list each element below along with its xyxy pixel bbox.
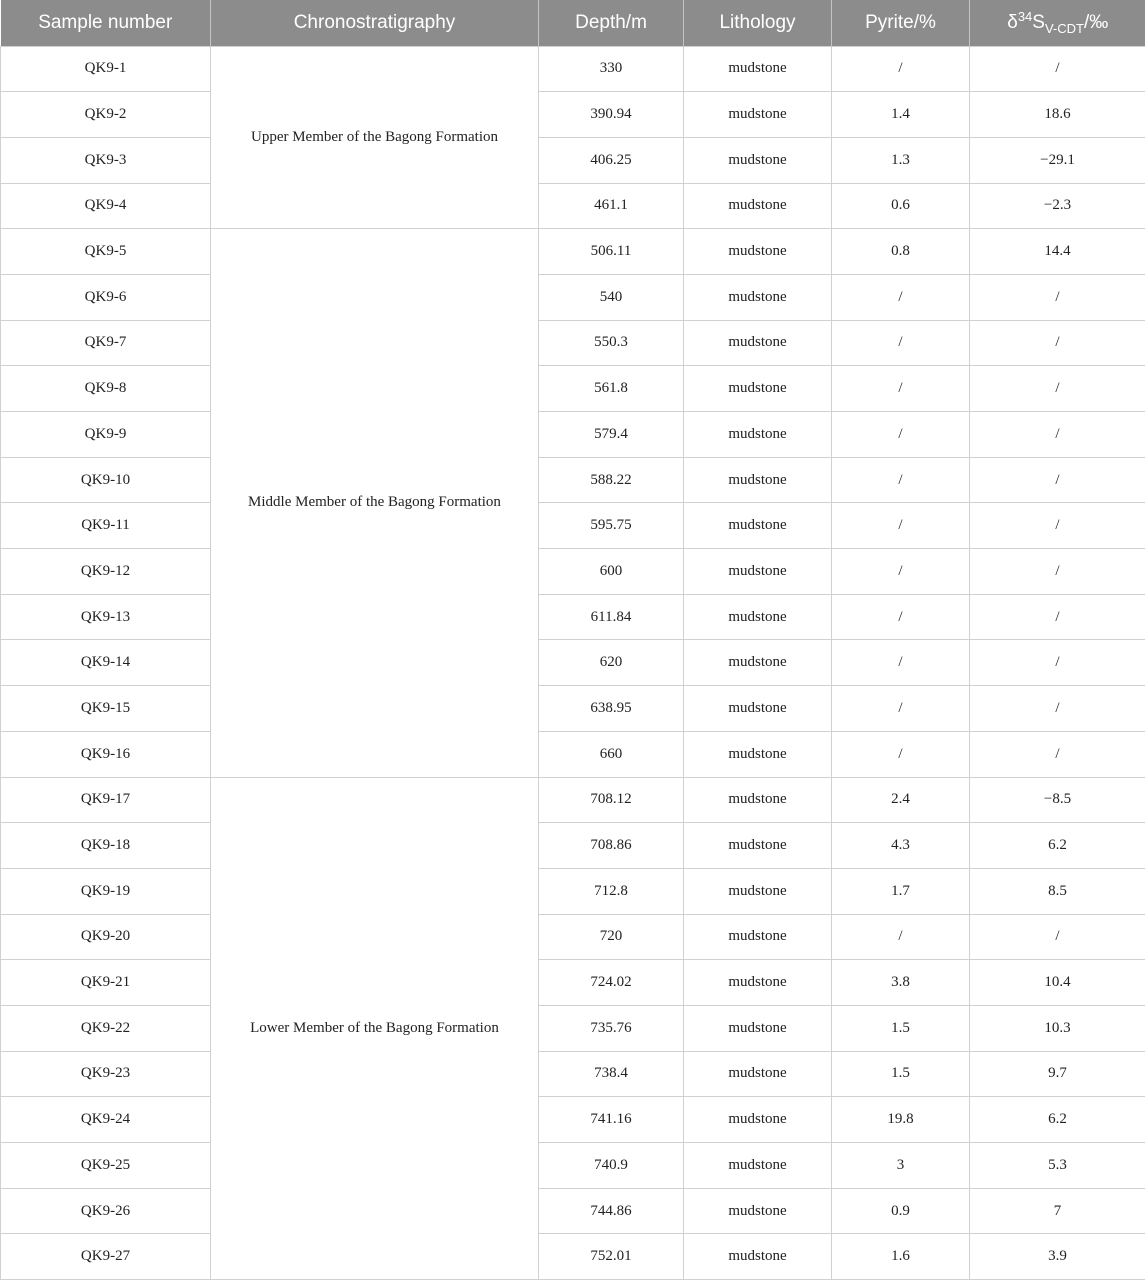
cell-delta34s: / [970, 686, 1145, 732]
cell-lithology: mudstone [684, 823, 832, 869]
cell-delta34s: / [970, 549, 1145, 595]
cell-pyrite: 0.6 [832, 183, 970, 229]
table-row [1, 274, 1145, 320]
cell-delta34s: 10.3 [970, 1005, 1145, 1051]
header-sample-number: Sample number [1, 0, 211, 46]
header-delta-suffix: /‰ [1083, 11, 1109, 33]
cell-depth: 540 [539, 274, 684, 320]
cell-delta34s: / [970, 46, 1145, 92]
cell-delta34s: −29.1 [970, 137, 1145, 183]
header-lithology: Lithology [684, 0, 832, 46]
cell-sample-number: QK9-9 [1, 412, 211, 458]
header-delta-subscript: V-CDT [1044, 20, 1084, 36]
table-body [1, 46, 1145, 1280]
table-row [1, 960, 1145, 1006]
table-row [1, 823, 1145, 869]
cell-lithology: mudstone [684, 1005, 832, 1051]
cell-lithology: mudstone [684, 320, 832, 366]
table-row [1, 183, 1145, 229]
cell-lithology: mudstone [684, 640, 832, 686]
cell-depth: 638.95 [539, 686, 684, 732]
cell-sample-number: QK9-26 [1, 1188, 211, 1234]
table-row [1, 594, 1145, 640]
table-row [1, 412, 1145, 458]
cell-delta34s: 6.2 [970, 1097, 1145, 1143]
cell-lithology: mudstone [684, 914, 832, 960]
cell-lithology: mudstone [684, 549, 832, 595]
table-row [1, 640, 1145, 686]
cell-pyrite: / [832, 549, 970, 595]
cell-pyrite: / [832, 320, 970, 366]
cell-depth: 406.25 [539, 137, 684, 183]
cell-lithology: mudstone [684, 46, 832, 92]
cell-depth: 735.76 [539, 1005, 684, 1051]
cell-sample-number: QK9-16 [1, 731, 211, 777]
cell-lithology: mudstone [684, 457, 832, 503]
cell-pyrite: 0.9 [832, 1188, 970, 1234]
cell-pyrite: 3 [832, 1143, 970, 1189]
table-row [1, 777, 1145, 823]
cell-sample-number: QK9-23 [1, 1051, 211, 1097]
cell-sample-number: QK9-4 [1, 183, 211, 229]
cell-lithology: mudstone [684, 229, 832, 275]
cell-sample-number: QK9-14 [1, 640, 211, 686]
cell-lithology: mudstone [684, 412, 832, 458]
cell-depth: 595.75 [539, 503, 684, 549]
cell-lithology: mudstone [684, 366, 832, 412]
cell-lithology: mudstone [684, 868, 832, 914]
cell-delta34s: 7 [970, 1188, 1145, 1234]
table-row [1, 229, 1145, 275]
cell-depth: 744.86 [539, 1188, 684, 1234]
cell-delta34s: / [970, 503, 1145, 549]
cell-lithology: mudstone [684, 137, 832, 183]
header-depth: Depth/m [539, 0, 684, 46]
cell-delta34s: 6.2 [970, 823, 1145, 869]
table-row [1, 320, 1145, 366]
cell-lithology: mudstone [684, 503, 832, 549]
table-row [1, 366, 1145, 412]
cell-chronostratigraphy: Lower Member of the Bagong Formation [211, 777, 539, 1280]
cell-depth: 660 [539, 731, 684, 777]
table-row [1, 92, 1145, 138]
cell-pyrite: / [832, 686, 970, 732]
cell-delta34s: / [970, 457, 1145, 503]
cell-delta34s: / [970, 594, 1145, 640]
cell-depth: 620 [539, 640, 684, 686]
cell-depth: 588.22 [539, 457, 684, 503]
cell-depth: 550.3 [539, 320, 684, 366]
cell-pyrite: 2.4 [832, 777, 970, 823]
table-row [1, 1051, 1145, 1097]
table-row [1, 686, 1145, 732]
cell-lithology: mudstone [684, 1143, 832, 1189]
cell-depth: 720 [539, 914, 684, 960]
cell-sample-number: QK9-17 [1, 777, 211, 823]
cell-pyrite: / [832, 731, 970, 777]
cell-lithology: mudstone [684, 1097, 832, 1143]
cell-lithology: mudstone [684, 274, 832, 320]
cell-sample-number: QK9-19 [1, 868, 211, 914]
cell-sample-number: QK9-2 [1, 92, 211, 138]
cell-pyrite: / [832, 274, 970, 320]
cell-lithology: mudstone [684, 777, 832, 823]
cell-sample-number: QK9-5 [1, 229, 211, 275]
cell-sample-number: QK9-12 [1, 549, 211, 595]
header-chronostratigraphy: Chronostratigraphy [211, 0, 539, 46]
cell-depth: 561.8 [539, 366, 684, 412]
cell-sample-number: QK9-11 [1, 503, 211, 549]
table-row [1, 46, 1145, 92]
cell-depth: 752.01 [539, 1234, 684, 1280]
cell-depth: 741.16 [539, 1097, 684, 1143]
cell-lithology: mudstone [684, 1188, 832, 1234]
table-row [1, 503, 1145, 549]
cell-sample-number: QK9-20 [1, 914, 211, 960]
cell-pyrite: / [832, 412, 970, 458]
cell-depth: 330 [539, 46, 684, 92]
table-row [1, 868, 1145, 914]
cell-depth: 600 [539, 549, 684, 595]
cell-pyrite: 1.7 [832, 868, 970, 914]
cell-delta34s: 18.6 [970, 92, 1145, 138]
cell-depth: 738.4 [539, 1051, 684, 1097]
cell-delta34s: −2.3 [970, 183, 1145, 229]
cell-depth: 708.12 [539, 777, 684, 823]
cell-pyrite: 1.3 [832, 137, 970, 183]
table-row [1, 914, 1145, 960]
cell-sample-number: QK9-13 [1, 594, 211, 640]
header-delta-main: S [1032, 11, 1045, 33]
cell-pyrite: 3.8 [832, 960, 970, 1006]
cell-sample-number: QK9-15 [1, 686, 211, 732]
cell-depth: 461.1 [539, 183, 684, 229]
cell-pyrite: 0.8 [832, 229, 970, 275]
header-pyrite: Pyrite/% [832, 0, 970, 46]
cell-sample-number: QK9-3 [1, 137, 211, 183]
cell-lithology: mudstone [684, 731, 832, 777]
cell-pyrite: / [832, 46, 970, 92]
cell-delta34s: / [970, 731, 1145, 777]
cell-sample-number: QK9-25 [1, 1143, 211, 1189]
table-row [1, 731, 1145, 777]
header-delta34s [970, 0, 1145, 46]
table-row [1, 1143, 1145, 1189]
cell-delta34s: 10.4 [970, 960, 1145, 1006]
cell-pyrite: 1.4 [832, 92, 970, 138]
header-delta-prefix: δ [1007, 11, 1018, 33]
cell-depth: 740.9 [539, 1143, 684, 1189]
cell-delta34s: 5.3 [970, 1143, 1145, 1189]
cell-pyrite: / [832, 914, 970, 960]
cell-pyrite: 4.3 [832, 823, 970, 869]
cell-sample-number: QK9-24 [1, 1097, 211, 1143]
cell-sample-number: QK9-7 [1, 320, 211, 366]
cell-sample-number: QK9-18 [1, 823, 211, 869]
header-delta-superscript: 34 [1017, 8, 1033, 24]
cell-delta34s: / [970, 412, 1145, 458]
cell-lithology: mudstone [684, 594, 832, 640]
table-row [1, 1188, 1145, 1234]
cell-lithology: mudstone [684, 183, 832, 229]
table-row [1, 137, 1145, 183]
cell-pyrite: 1.6 [832, 1234, 970, 1280]
cell-delta34s: / [970, 366, 1145, 412]
cell-lithology: mudstone [684, 686, 832, 732]
header-row [1, 0, 1145, 46]
table-row [1, 1005, 1145, 1051]
cell-pyrite: 19.8 [832, 1097, 970, 1143]
cell-lithology: mudstone [684, 960, 832, 1006]
cell-depth: 724.02 [539, 960, 684, 1006]
cell-sample-number: QK9-1 [1, 46, 211, 92]
table-row [1, 457, 1145, 503]
cell-delta34s: 9.7 [970, 1051, 1145, 1097]
cell-lithology: mudstone [684, 1051, 832, 1097]
cell-chronostratigraphy: Middle Member of the Bagong Formation [211, 229, 539, 777]
cell-sample-number: QK9-27 [1, 1234, 211, 1280]
cell-pyrite: / [832, 503, 970, 549]
cell-sample-number: QK9-22 [1, 1005, 211, 1051]
cell-depth: 708.86 [539, 823, 684, 869]
cell-pyrite: / [832, 457, 970, 503]
cell-sample-number: QK9-8 [1, 366, 211, 412]
cell-delta34s: 8.5 [970, 868, 1145, 914]
cell-pyrite: / [832, 640, 970, 686]
cell-delta34s: / [970, 914, 1145, 960]
cell-depth: 390.94 [539, 92, 684, 138]
cell-delta34s: / [970, 320, 1145, 366]
cell-delta34s: 14.4 [970, 229, 1145, 275]
cell-lithology: mudstone [684, 92, 832, 138]
cell-delta34s: −8.5 [970, 777, 1145, 823]
cell-lithology: mudstone [684, 1234, 832, 1280]
cell-sample-number: QK9-6 [1, 274, 211, 320]
cell-chronostratigraphy: Upper Member of the Bagong Formation [211, 46, 539, 229]
table-header [1, 0, 1145, 46]
cell-depth: 712.8 [539, 868, 684, 914]
cell-delta34s: / [970, 640, 1145, 686]
cell-pyrite: 1.5 [832, 1051, 970, 1097]
cell-depth: 579.4 [539, 412, 684, 458]
table-row [1, 1234, 1145, 1280]
cell-delta34s: 3.9 [970, 1234, 1145, 1280]
cell-sample-number: QK9-10 [1, 457, 211, 503]
table-row [1, 1097, 1145, 1143]
cell-sample-number: QK9-21 [1, 960, 211, 1006]
cell-depth: 506.11 [539, 229, 684, 275]
cell-delta34s: / [970, 274, 1145, 320]
cell-depth: 611.84 [539, 594, 684, 640]
cell-pyrite: / [832, 594, 970, 640]
cell-pyrite: / [832, 366, 970, 412]
cell-pyrite: 1.5 [832, 1005, 970, 1051]
table-row [1, 549, 1145, 595]
